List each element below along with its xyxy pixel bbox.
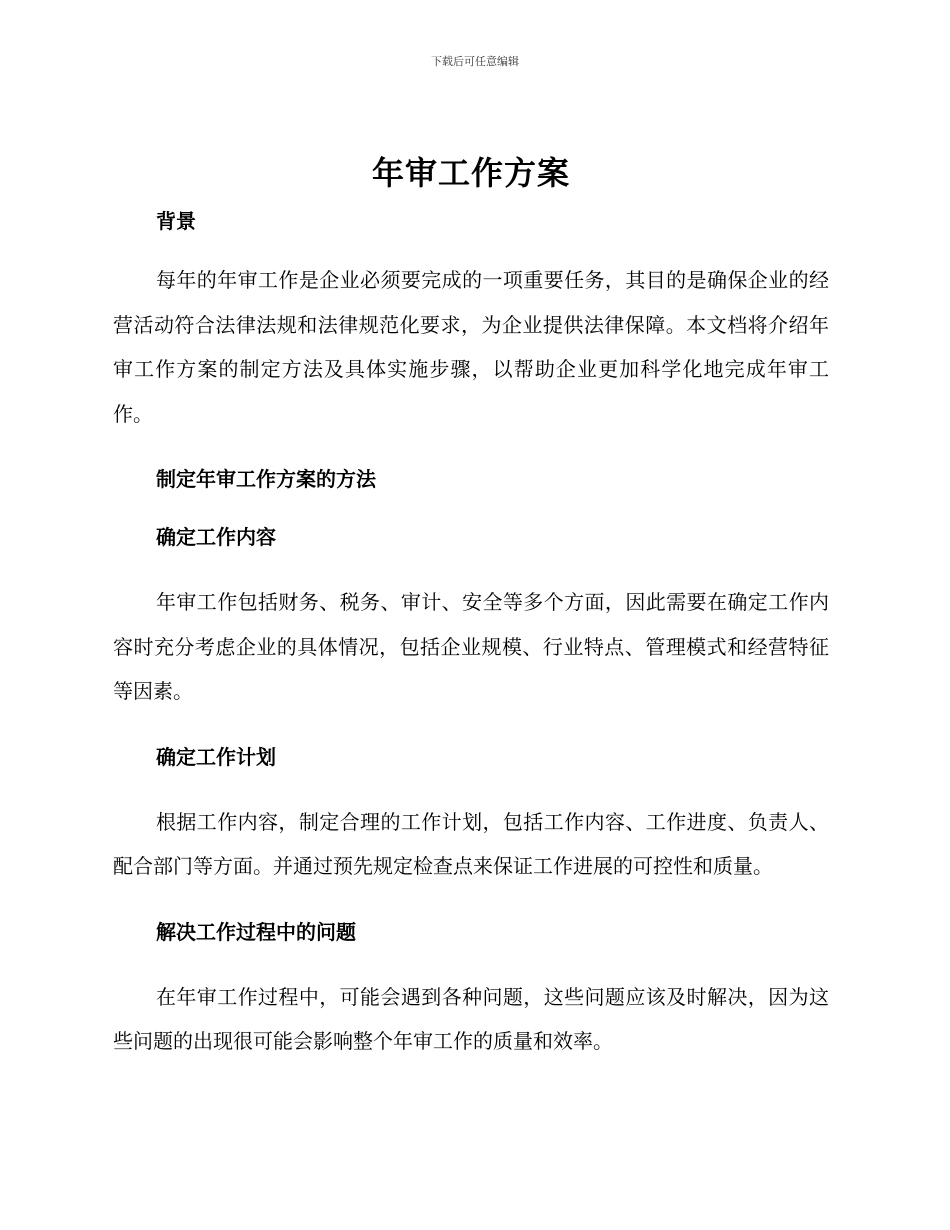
section-heading-work-plan: 确定工作计划 — [156, 744, 276, 769]
paragraph-work-content: 年审工作包括财务、税务、审计、安全等多个方面，因此需要在确定工作内容时充分考虑企业的具体情况，包括企业规模、行业特点、管理模式和经营特征等因素。 — [113, 590, 829, 703]
section-heading-background: 背景 — [156, 209, 196, 233]
document-body — [113, 150, 829, 1064]
section-heading-work-content: 确定工作内容 — [156, 525, 276, 549]
page-header: 下载后可任意编辑 — [431, 55, 519, 68]
paragraph-work-plan: 根据工作内容，制定合理的工作计划，包括工作内容、工作进度、负责人、配合部门等方面。并通过预先规定检查点来保证工作进展的可控性和质量。 — [113, 809, 829, 878]
document-title: 年审工作方案 — [371, 154, 570, 192]
paragraph-background: 每年的年审工作是企业必须要完成的一项重要任务，其目的是确保企业的经营活动符合法律法规和法律规范化要求，为企业提供法律保障。本文档将介绍年审工作方案的制定方法及具体实施步骤，以帮助企业更加科学化地完成年审工作。 — [113, 268, 829, 426]
section-heading-method: 制定年审工作方案的方法 — [156, 467, 376, 491]
paragraph-problems: 在年审工作过程中，可能会遇到各种问题，这些问题应该及时解决，因为这些问题的出现很可能会影响整个年审工作的质量和效率。 — [113, 984, 829, 1053]
section-heading-problems: 解决工作过程中的问题 — [156, 919, 356, 944]
